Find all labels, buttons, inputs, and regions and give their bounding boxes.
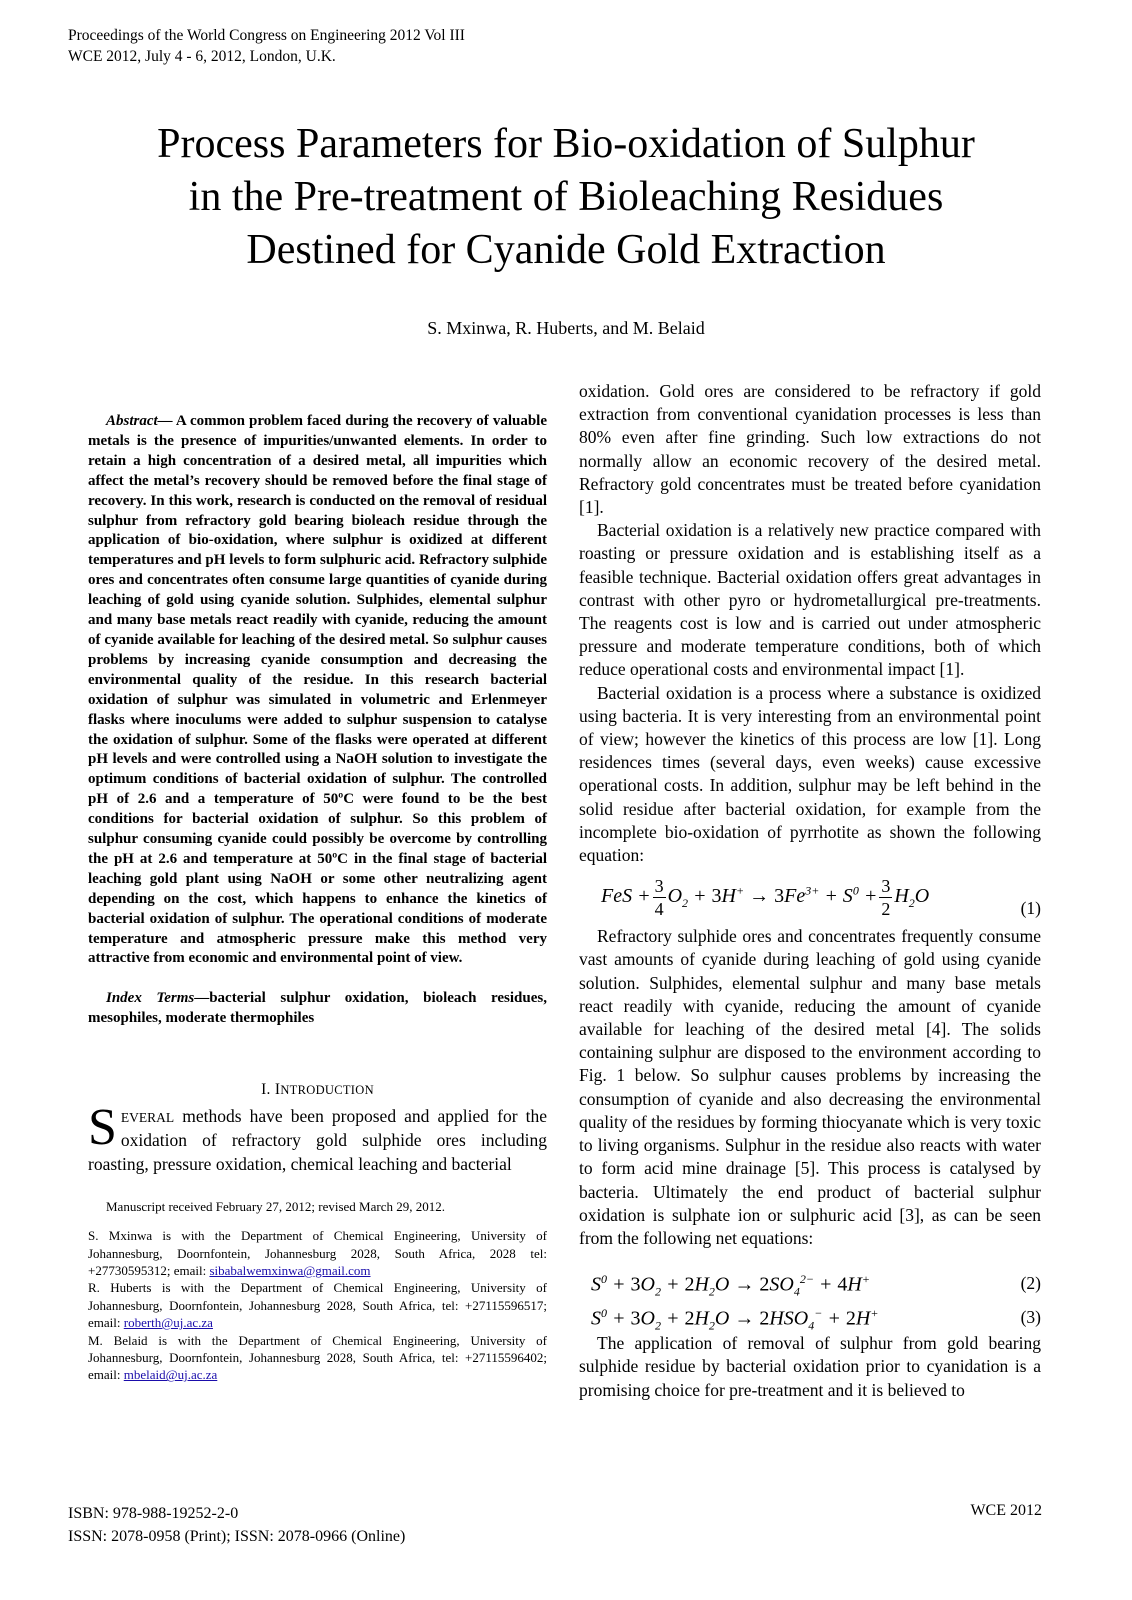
footer-right: WCE 2012 — [970, 1502, 1042, 1519]
author-note-2: R. Huberts is with the Department of Chemical Engineering, University of Johannesburg, Doornfontein, Johannesburg 2028, South Africa, tel: +27115596517; email: roberth@uj.ac.za — [88, 1280, 547, 1331]
introduction-paragraph: SEVERAL methods have been proposed and applied for the oxidation of refractory gold sulphide ores including roasting, pressure oxidation, chemical leaching and bacterial — [88, 1099, 547, 1174]
running-head-line-1: Proceedings of the World Congress on Engineering 2012 Vol III — [68, 27, 465, 44]
index-terms-text: —bacterial sulphur oxidation, bioleach residues, mesophiles, moderate thermophiles — [88, 990, 547, 1027]
equation-1: FeS + $\frac{3}{4}$ $O_2 + 3H^+ \to 3Fe^{3+} + S^0$ + $\frac{3}{2}$ $H_2O$ (1) — [601, 876, 1041, 920]
equation-2-number: (2) — [1020, 1273, 1041, 1294]
author-note-1: S. Mxinwa is with the Department of Chemical Engineering, University of Johannesburg, Doornfontein, Johannesburg 2028, South Africa, 2028 tel: +27730595312; email: sibabalwemxinwa@gmail.com — [88, 1228, 547, 1279]
email-link-3[interactable]: mbelaid@uj.ac.za — [123, 1367, 218, 1383]
paragraph-5: The application of removal of sulphur from gold bearing sulphide residue by bacterial oxidation prior to cyanidation is a promising choice for pre-treatment and it is believed to — [579, 1333, 1041, 1400]
equation-3-number: (3) — [1020, 1307, 1041, 1328]
equation-3: $S^0 + 3O_2 + 2H_2O \to 2HSO_4^- + 2H^+$ (3) — [591, 1306, 1041, 1333]
equation-1-number: (1) — [1020, 898, 1041, 919]
title-line-3: Destined for Cyanide Gold Extraction — [246, 227, 886, 273]
left-column — [88, 380, 547, 1384]
email-link-1[interactable]: sibabalwemxinwa@gmail.com — [209, 1263, 371, 1279]
title-line-2: in the Pre-treatment of Bioleaching Residues — [188, 174, 944, 220]
running-head — [68, 25, 465, 67]
abstract-label: Abstract— — [106, 413, 173, 429]
equation-2: $S^0 + 3O_2 + 2H_2O \to 2SO_4^{2-} + 4H^+$ (2) — [591, 1272, 1041, 1299]
paragraph-1: oxidation. Gold ores are considered to be refractory if gold extraction from conventional cyanidation processes is less than 80% even after fine grinding. Such low extractions do not normally allow an economic recovery of the desired metal. Refractory gold concentrates must be treated before cyanidation [1]. — [579, 381, 1041, 518]
paragraph-2: Bacterial oxidation is a relatively new practice compared with roasting or pressure oxidation and is establishing itself as a feasible technique. Bacterial oxidation offers great advantages in contrast with other pyro or hydrometallurgical pre-treatments. The reagents cost is low and is carried out under atmospheric pressure and moderate temperature conditions, both of which reduce operational costs and environmental impact [1]. — [579, 520, 1041, 680]
abstract — [88, 412, 547, 969]
manuscript-received: Manuscript received February 27, 2012; revised March 29, 2012. — [106, 1198, 445, 1214]
footer-left — [68, 1502, 405, 1548]
index-terms-label: Index Terms — [106, 990, 195, 1007]
authors: S. Mxinwa, R. Huberts, and M. Belaid — [427, 318, 705, 338]
running-head-line-2: WCE 2012, July 4 - 6, 2012, London, U.K. — [68, 48, 336, 65]
right-column — [579, 380, 1041, 1402]
footer-isbn: ISBN: 978-988-19252-2-0 — [68, 1505, 239, 1522]
section-heading-introduction: I. INTRODUCTION — [261, 1081, 374, 1099]
footer-issn: ISSN: 2078-0958 (Print); ISSN: 2078-0966 (Online) — [68, 1528, 406, 1545]
paragraph-3: Bacterial oxidation is a process where a substance is oxidized using bacteria. It is very interesting from an environmental point of view; however the kinetics of this process are low [1]. Long residences times (several days, even weeks) cause excessive operational costs. In addition, sulphur may be left behind in the solid residue after bacterial oxidation, for example from the incomplete bio-oxidation of pyrrhotite as shown the following equation: — [579, 682, 1041, 866]
paper-title — [90, 118, 1042, 277]
index-terms — [88, 989, 547, 1029]
author-note-3: M. Belaid is with the Department of Chemical Engineering, University of Johannesburg, Doornfontein, Johannesburg 2028, South Africa, tel: +27115596402; email: mbelaid@uj.ac.za — [88, 1332, 547, 1383]
drop-cap: S — [88, 1099, 117, 1157]
abstract-text: A common problem faced during the recovery of valuable metals is the presence of impurities/unwanted elements. In order to retain a high concentration of a desired metal, all impurities which affect the metal’s recovery should be removed before the final stage of recovery. In this work, research is conducted on the removal of residual sulphur from refractory gold bearing bioleach residue through the application of bio-oxidation, where sulphur is oxidized at different temperatures and pH levels to form sulphuric acid. Refractory sulphide ores and concentrates often consume large quantities of cyanide during leaching of gold using cyanide solution. Sulphides, elemental sulphur and many base metals react readily with cyanide, reducing the amount of cyanide available for leaching of the desired metal. So sulphur causes problems by increasing cyanide consumption and decreasing the environmental quality of the residue. In this research bacterial oxidation of sulphur was simulated in volumetric and Erlenmeyer flasks where inoculums were added to sulphur suspension to catalyse the oxidation of sulphur. Some of the flasks were operated at different pH levels and were controlled using a NaOH solution to investigate the optimum conditions of bacterial oxidation of sulphur. The controlled pH of 2.6 and a temperature of 50ºC were found to be the best conditions for bacterial oxidation of sulphur. So this problem of sulphur consuming cyanide could possibly be overcome by controlling the pH at 2.6 and temperature at 50ºC in the final stage of bacterial leaching gold plant using NaOH or some other neutralizing agent depending on the cost, which happens to enhance the kinetics of bacterial oxidation of sulphur. The operational conditions of moderate temperature and atmospheric pressure make this method very attractive from economic and environmental point of view. — [88, 413, 547, 967]
email-link-2[interactable]: roberth@uj.ac.za — [123, 1315, 213, 1331]
title-line-1: Process Parameters for Bio-oxidation of Sulphur — [157, 121, 975, 167]
paragraph-4: Refractory sulphide ores and concentrates frequently consume vast amounts of cyanide during leaching of gold using cyanide solution. Sulphides, elemental sulphur and many base metals react readily with cyanide, reducing the amount of cyanide available for leaching of the desired metal [4]. The solids containing sulphur are disposed to the environment according to Fig. 1 below. So sulphur causes problems by increasing the consumption of cyanide and also decreasing the environmental quality of the residues by forming thiocyanate which is very toxic to living organisms. Sulphur in the residue also reacts with water to form acid mine drainage [5]. This process is catalysed by bacteria. Ultimately the end product of bacterial sulphur oxidation is sulphate ion or sulphuric acid [3], as can be seen from the following net equations: — [579, 926, 1041, 1248]
footnotes — [88, 1198, 547, 1384]
